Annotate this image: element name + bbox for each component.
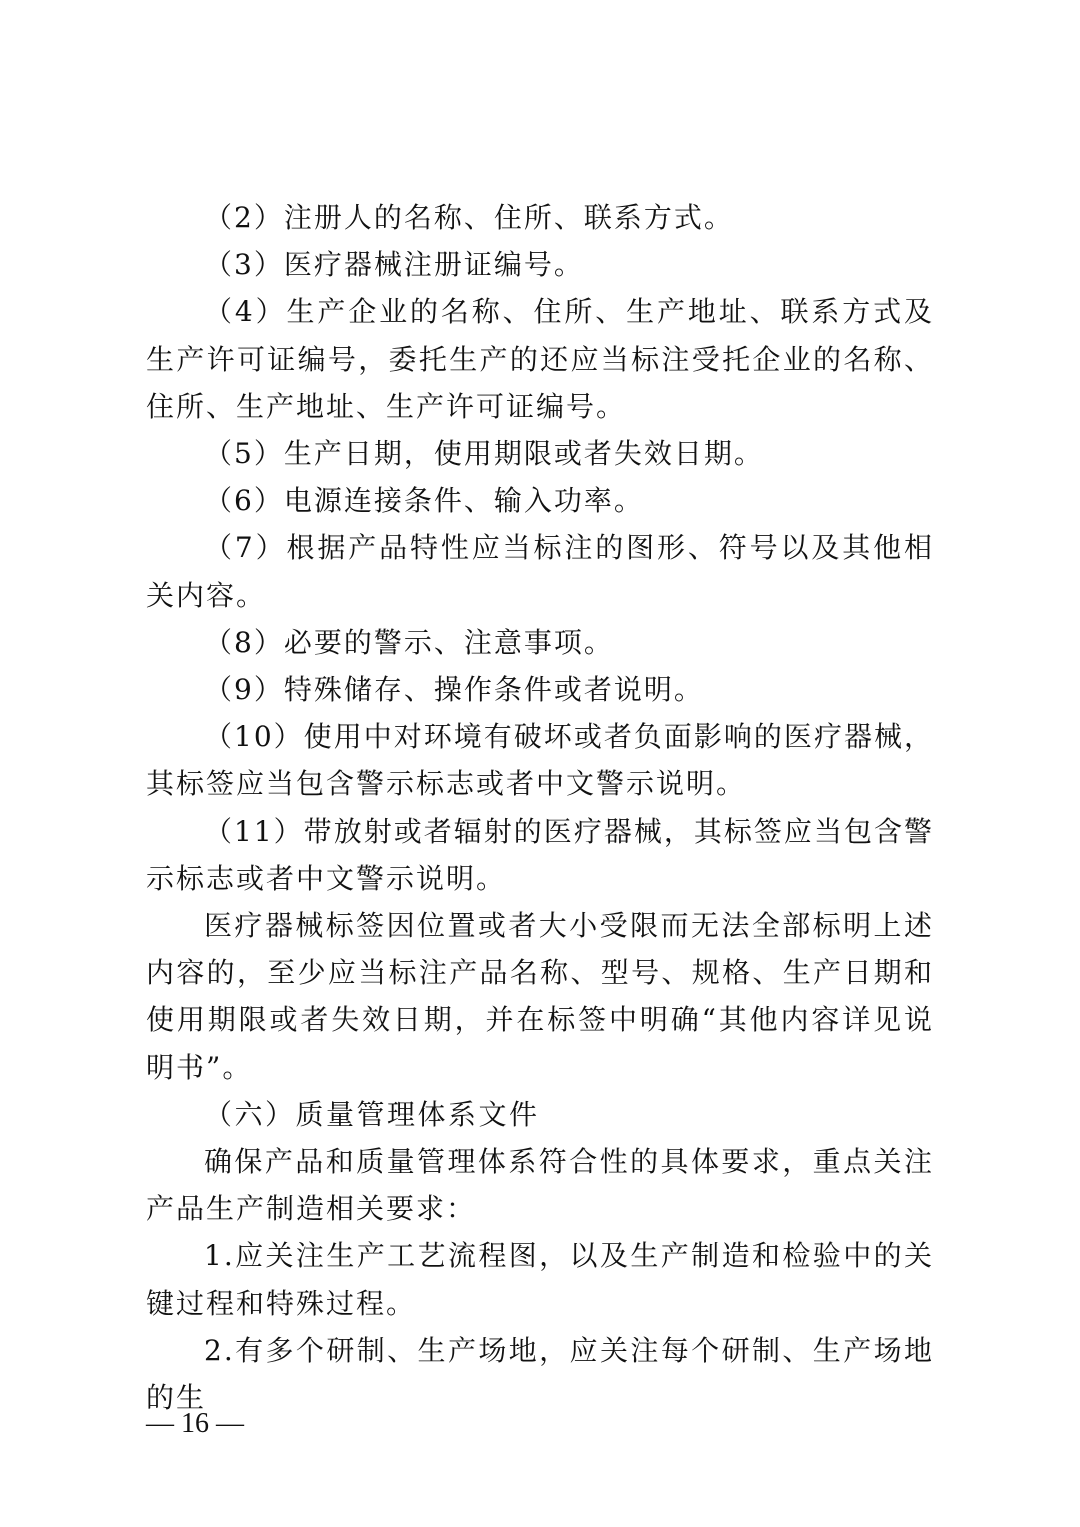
paragraph-item-6: （6）电源连接条件、输入功率。 [204,484,644,518]
paragraph-item-10: （10）使用中对环境有破坏或者负面影响的医疗器械，其标签应当包含警示标志或者中文警示说明。 [146,720,934,801]
paragraph-item-3: （3）医疗器械注册证编号。 [204,248,584,282]
document-body [146,194,934,1421]
paragraph-item-7: （7）根据产品特性应当标注的图形、符号以及其他相关内容。 [146,531,934,612]
paragraph-item-11: （11）带放射或者辐射的医疗器械，其标签应当包含警示标志或者中文警示说明。 [146,814,934,895]
paragraph-item-8: （8）必要的警示、注意事项。 [204,625,614,659]
paragraph-item-5: （5）生产日期，使用期限或者失效日期。 [204,437,764,471]
paragraph-numbered-1: 1.应关注生产工艺流程图，以及生产制造和检验中的关键过程和特殊过程。 [146,1239,934,1320]
paragraph-item-2: （2）注册人的名称、住所、联系方式。 [204,201,734,234]
paragraph-item-4: （4）生产企业的名称、住所、生产地址、联系方式及生产许可证编号，委托生产的还应当标注受托企业的名称、住所、生产地址、生产许可证编号。 [146,295,934,423]
paragraph-quality-intro: 确保产品和质量管理体系符合性的具体要求，重点关注产品生产制造相关要求： [146,1145,934,1226]
section-heading-quality-system: （六）质量管理体系文件 [204,1097,540,1131]
paragraph-label-space-note: 医疗器械标签因位置或者大小受限而无法全部标明上述内容的，至少应当标注产品名称、型号、规格、生产日期和使用期限或者失效日期，并在标签中明确“其他内容详见说明书”。 [146,909,934,1084]
paragraph-numbered-2: 2.有多个研制、生产场地，应关注每个研制、生产场地的生 [146,1333,934,1415]
paragraph-item-9: （9）特殊储存、操作条件或者说明。 [204,673,704,707]
page-number: — 16 — [146,1408,244,1439]
